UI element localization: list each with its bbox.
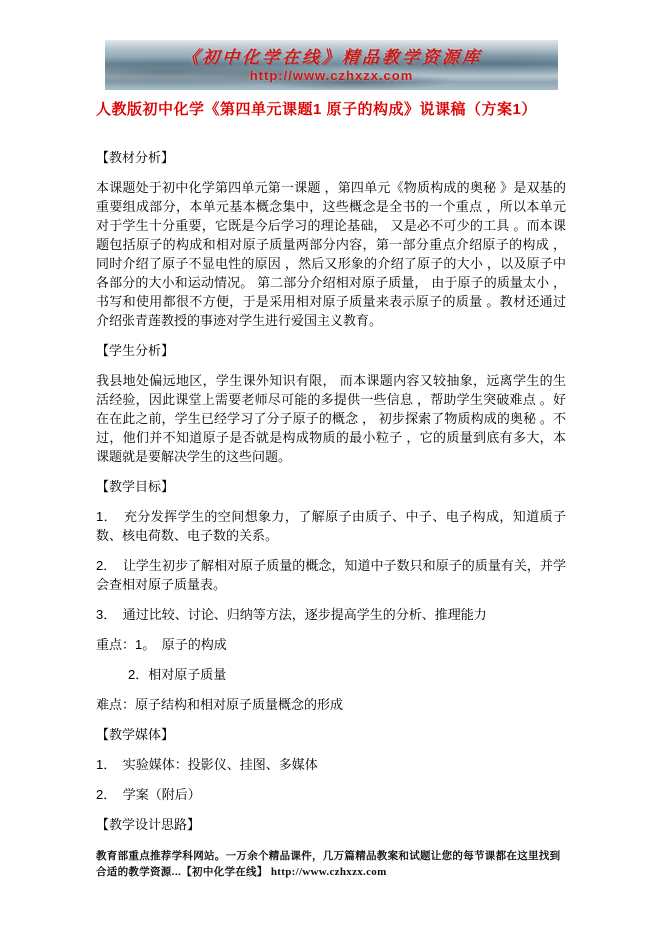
document-body <box>96 100 566 844</box>
paragraph-student-analysis: 我县地处偏远地区，学生课外知识有限， 而本课题内容又较抽象，远离学生的生活经验，因此课堂上需要老师尽可能的多提供一些信息 ，帮助学生突破难点 。好在在此之前，学生已经学习了分子原子的概念 ， 初步探索了物质构成的奥秘 。不过，他们并不知道原子是否就是构成物质的最小粒子 ，它的质量到底有多大，本课题就是要解决学生的这些问题。 <box>96 373 566 464</box>
objective-item-1: 1． 充分发挥学生的空间想象力，了解原子由质子、中子、电子构成，知道质子数、核电荷数、电子数的关系。 <box>96 509 566 543</box>
difficult-points-line: 难点：原子结构和相对原子质量概念的形成 <box>96 697 344 712</box>
banner-site-url: http://www.czhxzx.com <box>249 67 414 83</box>
footer-promo-text: 教育部重点推荐学科网站。一万余个精品课件，几万篇精品教案和试题让您的每节课都在这里找到合适的教学资源...【初中化学在线】 <box>96 850 561 878</box>
key-points-line-2: 2．相对原子质量 <box>128 667 227 682</box>
document-title: 人教版初中化学《第四单元课题1 原子的构成》说课稿（方案1） <box>96 101 537 118</box>
objective-item-3: 3． 通过比较、讨论、归纳等方法，逐步提高学生的分析、推理能力 <box>96 607 487 622</box>
objective-item-2: 2． 让学生初步了解相对原子质量的概念，知道中子数只和原子的质量有关，并学会查相对原子质量表。 <box>96 558 566 592</box>
footer <box>96 848 568 880</box>
section-heading-material-analysis: 【教材分析】 <box>96 150 175 165</box>
media-item-2: 2． 学案（附后） <box>96 787 201 802</box>
section-heading-teaching-objectives: 【教学目标】 <box>96 479 175 494</box>
banner-site-title: 《初中化学在线》精品教学资源库 <box>180 47 483 67</box>
media-item-1: 1． 实验媒体：投影仪、挂图、多媒体 <box>96 757 318 772</box>
paragraph-material-analysis: 本课题处于初中化学第四单元第一课题 ，第四单元《物质构成的奥秘 》是双基的重要组成部分，本单元基本概念集中，这些概念是全书的一个重点 ，所以本单元对于学生十分重要，它既是今后学习的理论基础， 又是必不可少的工具 。而本课题包括原子的构成和相对原子质量两部分内容，第一部分重点介绍原子的构成 ，同时介绍了原子不显电性的原因 ，然后又形象的介绍了原子的大小 ，以及原子中各部分的大小和运动情况。 第二部分介绍相对原子质量， 由于原子的质量太小 ，书写和使用都很不方便，于是采用相对原子质量来表示原子的质量 。教材还通过介绍张青莲教授的事迹对学生进行爱国主义教育。 <box>96 180 566 328</box>
section-heading-teaching-media: 【教学媒体】 <box>96 727 175 742</box>
footer-site-link[interactable]: http://www.czhxzx.com <box>270 866 387 878</box>
banner-image <box>105 40 558 90</box>
section-heading-student-analysis: 【学生分析】 <box>96 343 175 358</box>
key-points-line-1: 重点：1。 原子的构成 <box>96 637 227 652</box>
section-heading-teaching-design: 【教学设计思路】 <box>96 817 201 832</box>
